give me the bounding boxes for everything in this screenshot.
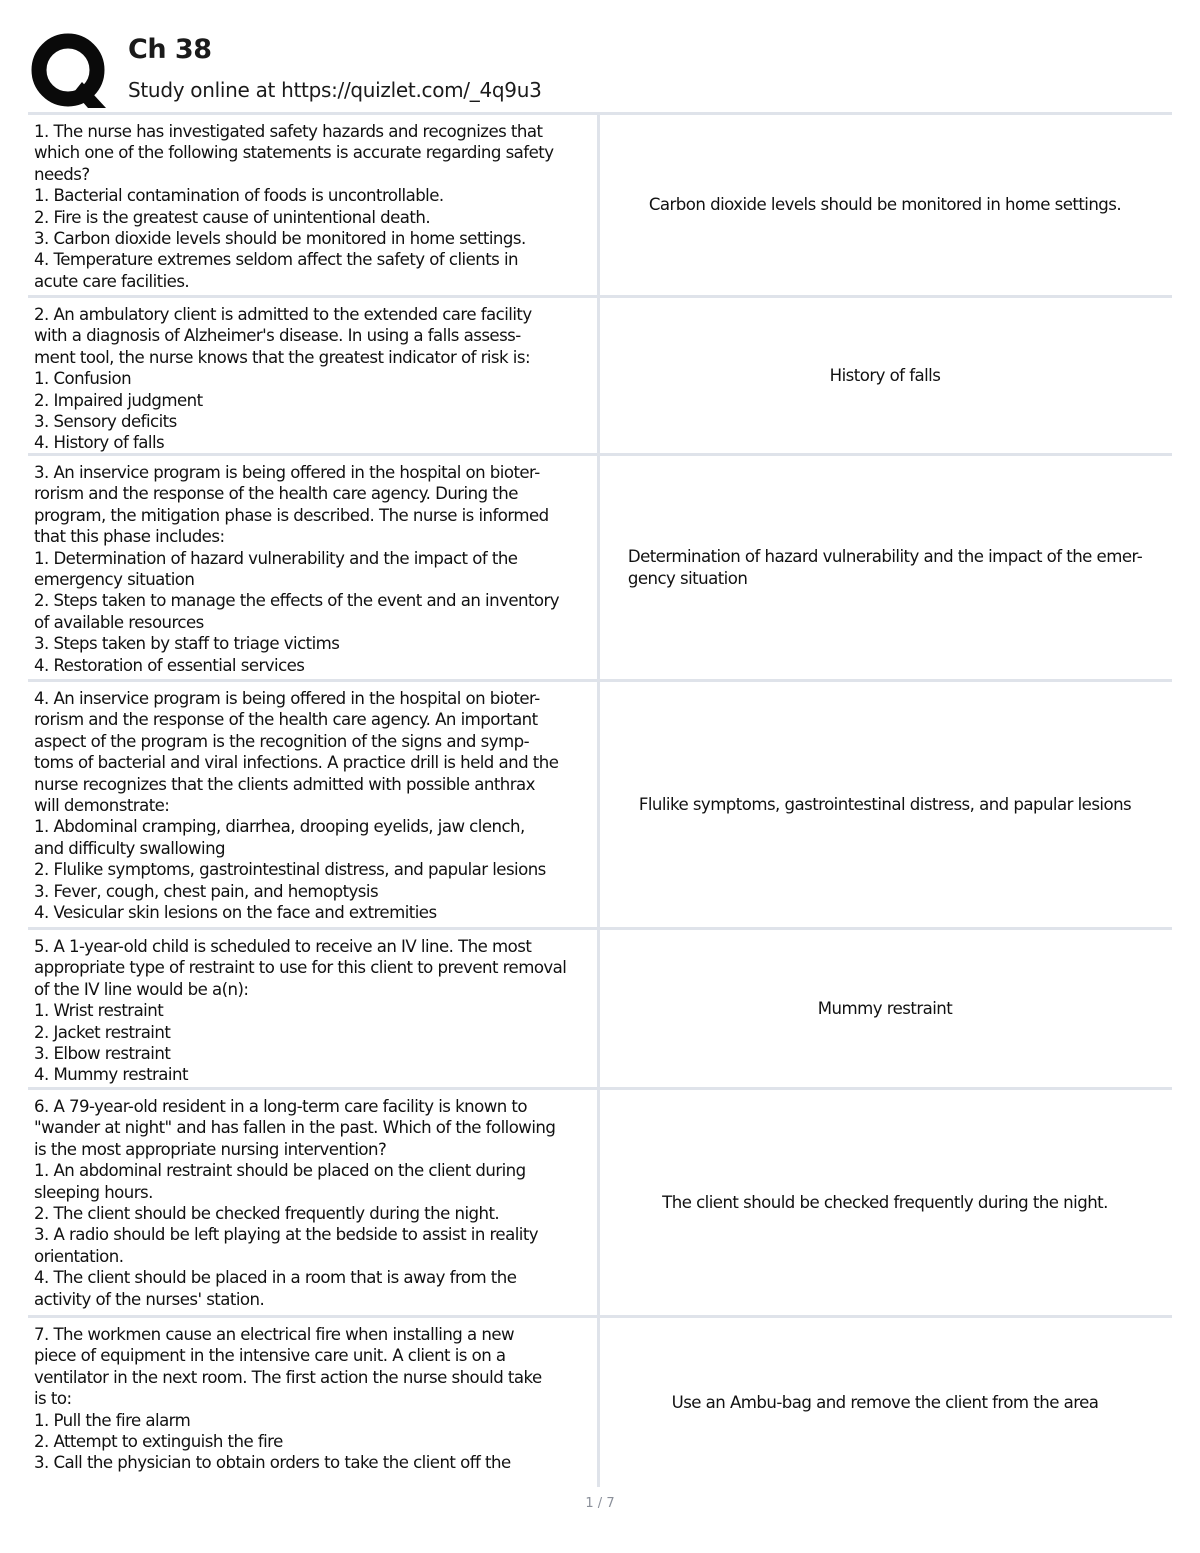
definition-line: History of falls (829, 365, 941, 385)
term-line: toms of bacterial and viral infections. A practice drill is held and the (34, 753, 559, 773)
term-line: is to: (34, 1389, 72, 1409)
flashcard-definition (600, 298, 1172, 453)
term-line: 3. Carbon dioxide levels should be monitored in home settings. (34, 229, 526, 249)
term-line: nurse recognizes that the clients admitted with possible anthrax (34, 774, 535, 794)
term-line: is the most appropriate nursing intervention? (34, 1139, 387, 1159)
term-line: 4. Mummy restraint (34, 1065, 188, 1085)
term-line: 1. Confusion (34, 369, 132, 389)
term-line: rorism and the response of the health care agency. During the (34, 484, 518, 504)
term-line: 2. Impaired judgment (34, 390, 203, 410)
flashcard-definition (600, 1090, 1172, 1315)
term-line: 3. Sensory deficits (34, 412, 177, 432)
definition-line: The client should be checked frequently during the night. (662, 1192, 1108, 1212)
flashcard-row (28, 295, 1172, 453)
quizlet-q-logo-icon (30, 32, 110, 112)
flashcard-row (28, 453, 1172, 679)
term-line: 4. Restoration of essential services (34, 655, 305, 675)
flashcard-term (28, 682, 600, 927)
term-line: 4. Vesicular skin lesions on the face and extremities (34, 903, 437, 923)
definition-line: Flulike symptoms, gastrointestinal distress, and papular lesions (638, 794, 1132, 814)
term-line: 3. Steps taken by staff to triage victims (34, 634, 340, 654)
term-line: 2. Attempt to extinguish the fire (34, 1432, 283, 1452)
flashcard-row (28, 927, 1172, 1087)
term-line: 2. Flulike symptoms, gastrointestinal distress, and papular lesions (34, 860, 546, 880)
term-line: piece of equipment in the intensive care unit. A client is on a (34, 1346, 506, 1366)
term-line: ventilator in the next room. The first action the nurse should take (34, 1367, 542, 1387)
definition-text (672, 1392, 1099, 1413)
term-line: 3. Call the physician to obtain orders to take the client off the (34, 1453, 511, 1473)
term-line: 1. Bacterial contamination of foods is uncontrollable. (34, 186, 444, 206)
flashcard-definition (600, 1318, 1172, 1487)
page-header (28, 28, 1178, 112)
term-line: 3. Fever, cough, chest pain, and hemoptysis (34, 881, 379, 901)
term-line: 6. A 79-year-old resident in a long-term care facility is known to (34, 1097, 527, 1116)
term-line: "wander at night" and has fallen in the past. Which of the following (34, 1118, 556, 1138)
flashcard-term (28, 930, 600, 1087)
term-line: needs? (34, 164, 90, 184)
flashcard-definition (600, 930, 1172, 1087)
term-line: 4. The client should be placed in a room that is away from the (34, 1268, 517, 1288)
definition-text (628, 546, 1142, 589)
term-line: that this phase includes: (34, 527, 225, 547)
definition-text (662, 1192, 1108, 1213)
term-line: 1. The nurse has investigated safety hazards and recognizes that (34, 122, 543, 141)
term-line: 4. Temperature extremes seldom affect the safety of clients in (34, 250, 519, 270)
term-line: 3. A radio should be left playing at the bedside to assist in reality (34, 1225, 539, 1245)
term-line: 1. Pull the fire alarm (34, 1410, 191, 1430)
definition-line: Carbon dioxide levels should be monitored in home settings. (648, 195, 1122, 215)
flashcard-row (28, 1087, 1172, 1315)
flashcard-definition (600, 115, 1172, 295)
term-line: with a diagnosis of Alzheimer's disease. In using a falls assess- (34, 326, 521, 346)
flashcard-definition (600, 456, 1172, 679)
term-line: 1. Determination of hazard vulnerability and the impact of the (34, 548, 518, 568)
flashcard-term (28, 1318, 600, 1487)
term-line: activity of the nurses' station. (34, 1289, 265, 1309)
flashcard-row (28, 679, 1172, 927)
term-line: 1. An abdominal restraint should be placed on the client during (34, 1161, 526, 1181)
definition-line: Mummy restraint (817, 998, 953, 1018)
term-line: program, the mitigation phase is described. The nurse is informed (34, 505, 549, 525)
term-line: 1. Wrist restraint (34, 1001, 164, 1021)
study-online-link[interactable]: Study online at https://quizlet.com/_4q9u3 (128, 78, 542, 102)
term-line: ment tool, the nurse knows that the greatest indicator of risk is: (34, 347, 530, 367)
flashcard-term (28, 115, 600, 295)
definition-text (639, 794, 1131, 815)
term-line: emergency situation (34, 570, 195, 590)
definition-line: Determination of hazard vulnerability and the impact of the emer- (627, 547, 1143, 567)
term-line: sleeping hours. (34, 1182, 153, 1202)
term-line: aspect of the program is the recognition of the signs and symp- (34, 731, 530, 751)
definition-line: Use an Ambu-bag and remove the client from the area (671, 1392, 1099, 1412)
term-line: acute care facilities. (34, 271, 190, 291)
page-number: 1 / 7 (585, 1496, 615, 1511)
term-line: will demonstrate: (34, 796, 170, 816)
term-line: 2. Fire is the greatest cause of unintentional death. (34, 207, 431, 227)
term-line: and difficulty swallowing (34, 838, 226, 858)
term-line: 2. The client should be checked frequently during the night. (34, 1204, 500, 1224)
term-line: 7. The workmen cause an electrical fire when installing a new (34, 1325, 515, 1344)
flashcard-list (28, 112, 1172, 1487)
term-line: appropriate type of restraint to use for this client to prevent removal (34, 958, 567, 978)
term-line: 2. Jacket restraint (34, 1022, 171, 1042)
definition-text (649, 194, 1121, 215)
term-line: of the IV line would be a(n): (34, 979, 249, 999)
term-line: 1. Abdominal cramping, diarrhea, drooping eyelids, jaw clench, (34, 817, 525, 837)
term-line: 3. Elbow restraint (34, 1044, 171, 1064)
term-line: 4. History of falls (34, 433, 165, 453)
term-line: 2. Steps taken to manage the effects of the event and an inventory (34, 591, 560, 611)
page-title: Ch 38 (128, 34, 212, 65)
flashcard-row (28, 1315, 1172, 1487)
term-line: 4. An inservice program is being offered in the hospital on bioter- (34, 689, 540, 708)
flashcard-term (28, 456, 600, 679)
term-line: orientation. (34, 1246, 124, 1266)
term-line: 5. A 1-year-old child is scheduled to receive an IV line. The most (34, 937, 532, 956)
term-line: rorism and the response of the health care agency. An important (34, 710, 538, 730)
flashcard-term (28, 1090, 600, 1315)
flashcard-term (28, 298, 600, 453)
definition-text (818, 998, 952, 1019)
definition-line: gency situation (627, 568, 748, 588)
term-line: 2. An ambulatory client is admitted to the extended care facility (34, 305, 532, 324)
term-line: of available resources (34, 612, 204, 632)
flashcard-row (28, 112, 1172, 295)
flashcard-definition (600, 682, 1172, 927)
definition-text (830, 365, 941, 386)
term-line: 3. An inservice program is being offered in the hospital on bioter- (34, 463, 540, 482)
term-line: which one of the following statements is accurate regarding safety (34, 143, 554, 163)
